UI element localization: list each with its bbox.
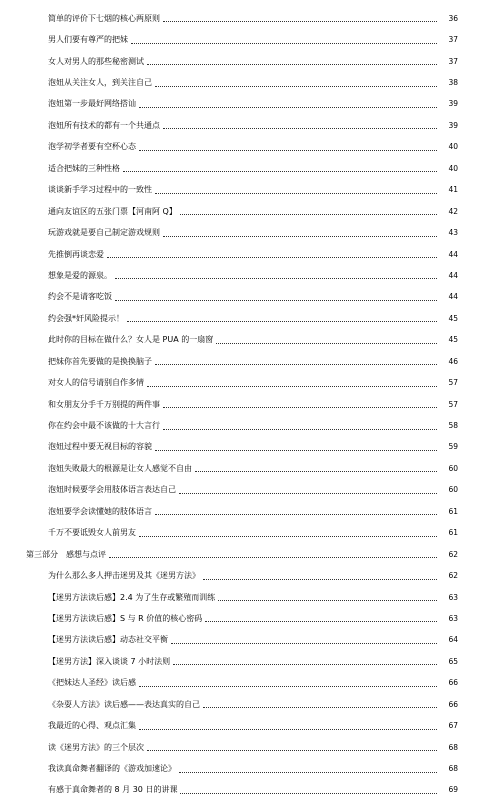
dot-leader [163,236,437,237]
toc-entry[interactable] [0,587,498,608]
toc-entry[interactable] [0,394,498,415]
dot-leader [139,150,437,151]
dot-leader [155,364,437,365]
dot-leader [179,772,437,773]
dot-leader [147,750,437,751]
dot-leader [171,643,437,644]
toc-entry[interactable] [0,8,498,29]
toc-entry-page-number: 42 [448,206,458,216]
toc-entry-title: 对女人的信号请别自作多情 [48,378,144,388]
dot-leader [195,471,437,472]
toc-entry-page-number: 45 [448,335,458,345]
toc-entry-page-number: 38 [448,78,458,88]
dot-leader [139,107,437,108]
toc-entry-title: 《把妹达人圣经》读后感 [48,678,136,688]
toc-entry[interactable] [0,51,498,72]
dot-leader [179,493,437,494]
toc-entry-page-number: 65 [448,656,458,666]
toc-entry-title: 男人们要有尊严的把妹 [48,35,128,45]
toc-entry-page-number: 59 [448,442,458,452]
toc-entry[interactable] [0,715,498,736]
dot-leader [180,793,437,794]
toc-entry-page-number: 39 [448,120,458,130]
toc-entry-page-number: 61 [448,528,458,538]
toc-entry-title: 泡妞所有技术的都有一个共通点 [48,120,160,130]
toc-entry-page-number: 58 [448,421,458,431]
dot-leader [155,450,437,451]
toc-entry[interactable] [0,480,498,501]
toc-entry-title: 【迷男方法】深入谈谈 7 小时法则 [48,656,171,666]
toc-entry[interactable] [0,115,498,136]
toc-entry-title: 【迷男方法读后感】S 与 R 价值的核心密码 [48,613,203,623]
toc-entry-page-number: 61 [448,506,458,516]
toc-entry-title: 泡妞要学会读懂她的肢体语言 [48,506,152,516]
toc-entry-title: 和女朋友分手千万别提的两件事 [48,399,160,409]
toc-entry-page-number: 60 [448,485,458,495]
dot-leader [147,64,437,65]
toc-entry-page-number: 37 [448,56,458,66]
dot-leader [109,557,437,558]
dot-leader [180,214,437,215]
toc-entry-title: 谈谈新手学习过程中的一致性 [48,185,152,195]
toc-entry[interactable] [0,72,498,93]
toc-entry-page-number: 64 [448,635,458,645]
dot-leader [127,321,437,322]
toc-entry-page-number: 63 [448,613,458,623]
toc-entry-page-number: 60 [448,463,458,473]
toc-entry[interactable] [0,501,498,522]
toc-entry-page-number: 57 [448,399,458,409]
toc-entry[interactable] [0,330,498,351]
toc-entry-title: 读《迷男方法》的三个层次 [48,742,144,752]
dot-leader [218,600,437,601]
toc-entry-page-number: 44 [448,292,458,302]
toc-entry-title: 想象是爱的源泉。 [48,270,112,280]
toc-entry-page-number: 68 [448,742,458,752]
toc-entry[interactable] [0,565,498,586]
toc-entry-page-number: 44 [448,249,458,259]
dot-leader [115,278,437,279]
toc-entry[interactable] [0,29,498,50]
dot-leader [131,43,437,44]
dot-leader [216,343,437,344]
toc-entry[interactable] [0,137,498,158]
toc-entry-page-number: 57 [448,378,458,388]
toc-entry[interactable] [0,265,498,286]
toc-entry-page-number: 41 [448,185,458,195]
toc-entry-title: 通向友谊区的五张门票【河南阿 Q】 [48,206,177,216]
toc-entry-page-number: 66 [448,699,458,709]
toc-entry-title: 第三部分 感想与点评 [26,549,106,559]
toc-entry-title: 为什么那么多人押击迷男及其《迷男方法》 [48,571,200,581]
toc-entry-page-number: 43 [448,228,458,238]
toc-entry-page-number: 68 [448,764,458,774]
toc-entry-page-number: 44 [448,270,458,280]
toc-entry-page-number: 66 [448,678,458,688]
toc-entry[interactable] [0,630,498,651]
toc-entry[interactable] [0,523,498,544]
toc-entry[interactable] [0,608,498,629]
toc-entry[interactable] [0,758,498,779]
dot-leader [163,128,437,129]
dot-leader [203,707,437,708]
toc-entry[interactable] [0,244,498,265]
dot-leader [147,386,437,387]
toc-entry[interactable] [0,372,498,393]
toc-entry-title: 《杂耍人方法》读后感——表达真实的自己 [48,699,200,709]
dot-leader [155,514,437,515]
toc-entry-title: 千万不要诋毁女人前男友 [48,528,136,538]
dot-leader [123,171,437,172]
toc-entry-title: 约会强*奸风险提示！ [48,313,124,323]
toc-entry-title: 有感于真命舞者的 8 月 30 日的讲课 [48,785,178,795]
toc-entry-title: 【迷男方法读后感】2.4 为了生存或繁殖而训练 [48,592,216,602]
toc-entry-title: 女人对男人的那些秘密测试 [48,56,144,66]
toc-entry-title: 泡妞从关注女人，到关注自己 [48,78,152,88]
toc-entry-title: 你在约会中最不该做的十大言行 [48,421,160,431]
dot-leader [155,193,437,194]
dot-leader [163,429,437,430]
toc-entry-title: 泡学初学者要有空杯心态 [48,142,136,152]
toc-entry-page-number: 40 [448,163,458,173]
dot-leader [155,86,437,87]
toc-entry[interactable] [0,158,498,179]
toc-entry-page-number: 39 [448,99,458,109]
toc-entry-title: 【迷男方法读后感】动态社交平衡 [48,635,168,645]
dot-leader [203,579,437,580]
toc-entry[interactable] [0,694,498,715]
dot-leader [115,300,437,301]
toc-entry-title: 把妹你首先要做的是换换脑子 [48,356,152,366]
toc-entry-title: 先推倒再谈恋爱 [48,249,104,259]
toc-entry-title: 玩游戏就是要自己制定游戏规则 [48,228,160,238]
toc-entry-title: 泡妞过程中要无视目标的容貌 [48,442,152,452]
toc-entry[interactable] [0,94,498,115]
toc-entry-title: 约会不是请客吃饭 [48,292,112,302]
dot-leader [139,686,437,687]
toc-entry-title: 泡妞失败最大的根源是让女人感觉不自由 [48,463,192,473]
toc-entry-title: 泡妞时候要学会用肢体语言表达自己 [48,485,176,495]
toc-entry-title: 我最近的心得、观点汇集 [48,721,136,731]
toc-section-heading[interactable] [0,544,498,565]
dot-leader [107,257,437,258]
dot-leader [173,664,437,665]
toc-entry[interactable] [0,651,498,672]
toc-entry-page-number: 62 [448,549,458,559]
toc-entry[interactable] [0,737,498,758]
toc-entry-title: 泡妞第一步最好网络搭讪 [48,99,136,109]
toc-entry-title: 此时你的目标在做什么？女人是 PUA 的一扇窗 [48,335,214,345]
toc-entry[interactable] [0,222,498,243]
toc-entry[interactable] [0,308,498,329]
toc-entry-page-number: 62 [448,571,458,581]
toc-entry[interactable] [0,351,498,372]
toc-entry-title: 我读真命舞者翻译的《游戏加速论》 [48,764,176,774]
dot-leader [139,536,437,537]
toc-entry-page-number: 40 [448,142,458,152]
toc-entry-page-number: 63 [448,592,458,602]
dot-leader [139,729,437,730]
toc-entry-title: 简单的评价下七烟的核心两原则 [48,13,160,23]
toc-entry-page-number: 36 [448,13,458,23]
toc-entry-page-number: 45 [448,313,458,323]
toc-entry-page-number: 69 [448,785,458,795]
dot-leader [163,21,437,22]
toc-entry-page-number: 37 [448,35,458,45]
toc-entry-title: 适合把妹的三种性格 [48,163,120,173]
toc-entry[interactable] [0,673,498,694]
dot-leader [205,621,437,622]
toc-entry[interactable] [0,180,498,201]
toc-entry[interactable] [0,780,498,801]
toc-entry[interactable] [0,287,498,308]
toc-entry[interactable] [0,415,498,436]
toc-entry[interactable] [0,437,498,458]
dot-leader [163,407,437,408]
table-of-contents [0,8,498,801]
toc-entry[interactable] [0,458,498,479]
toc-entry-page-number: 46 [448,356,458,366]
toc-entry[interactable] [0,201,498,222]
toc-entry-page-number: 67 [448,721,458,731]
